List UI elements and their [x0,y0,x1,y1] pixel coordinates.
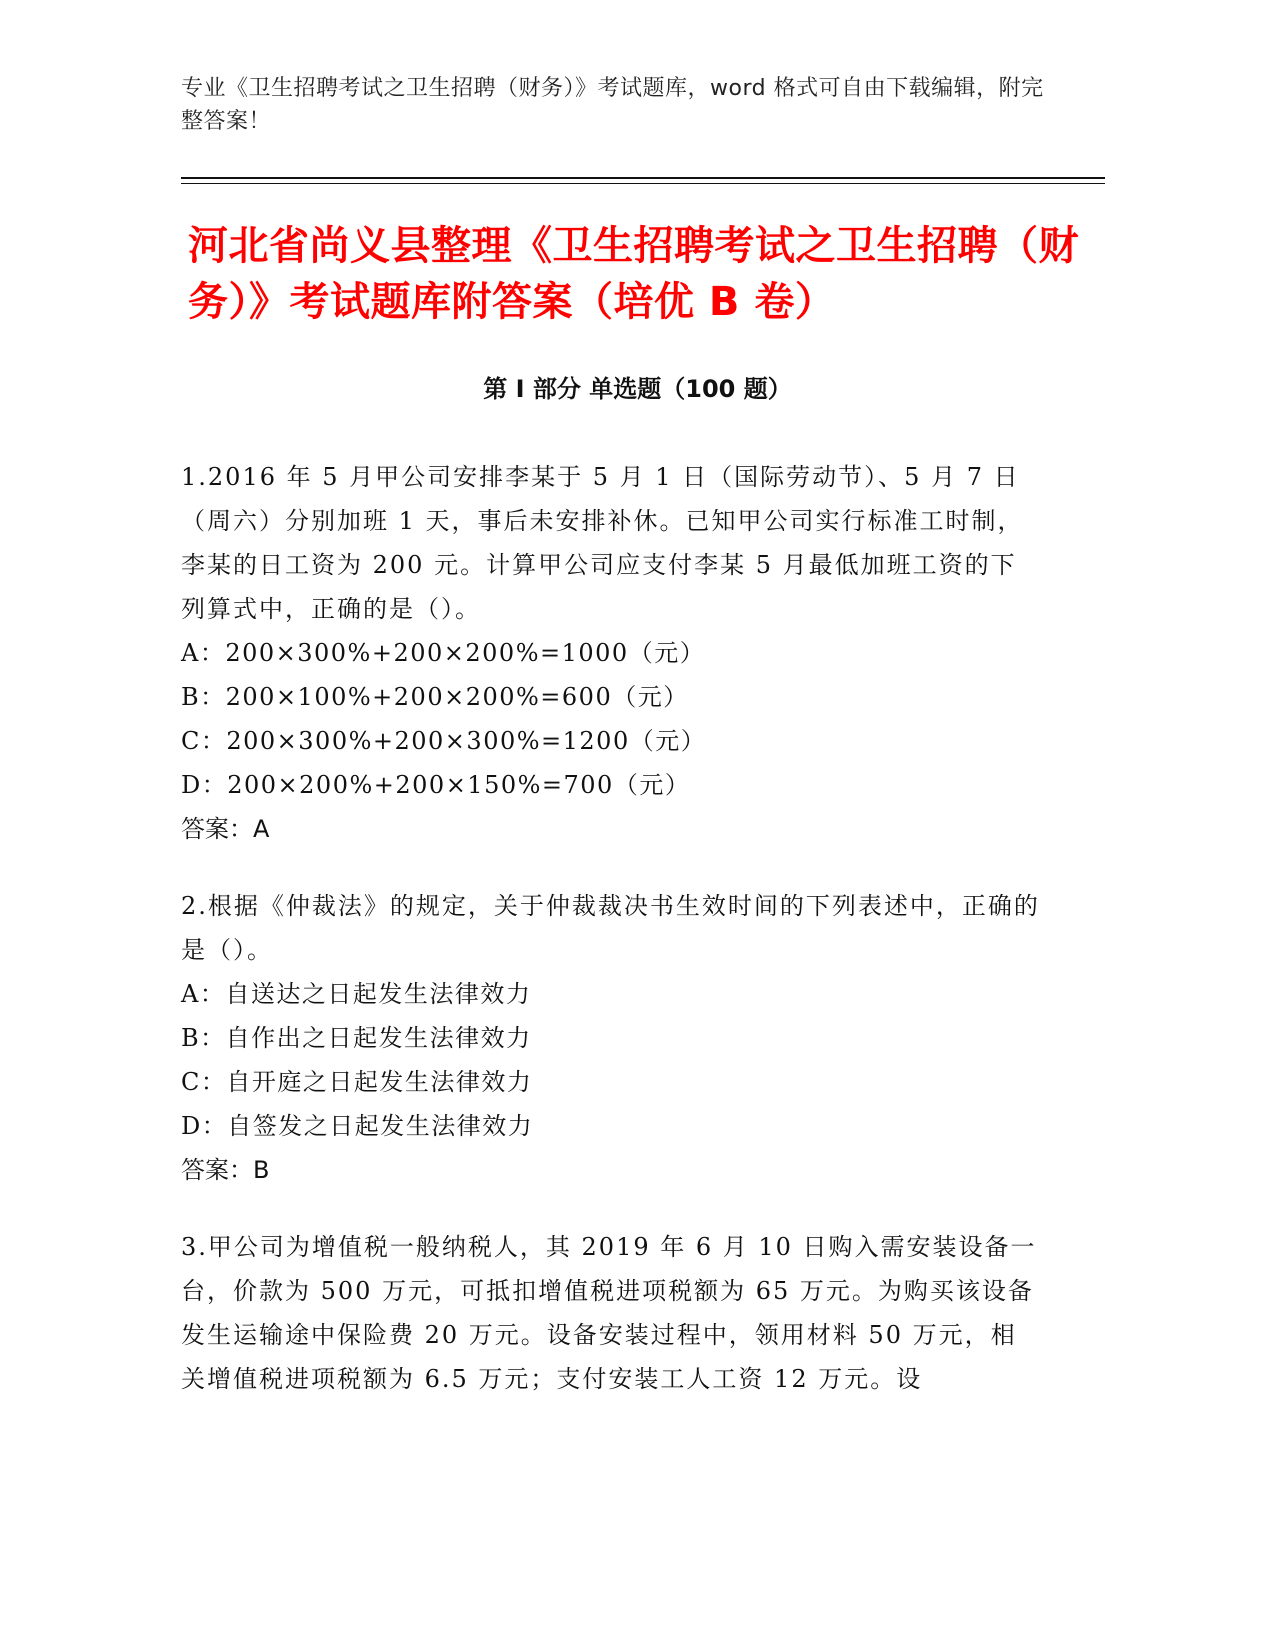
option-a: A：自送达之日起发生法律效力 [181,980,532,1008]
question-3 [181,1225,1041,1401]
option-b: B：自作出之日起发生法律效力 [181,1024,532,1052]
option-c: C：自开庭之日起发生法律效力 [181,1068,533,1096]
question-list [181,455,1041,1434]
option-d: D：自签发之日起发生法律效力 [181,1112,534,1140]
header-divider-thin [181,183,1105,184]
answer: 答案：B [181,1156,270,1184]
question-stem: 1.2016 年 5 月甲公司安排李某于 5 月 1 日（国际劳动节）、5 月 7 日（周六）分别加班 1 天，事后未安排补休。已知甲公司实行标准工时制，李某的日工资为 200 元。计算甲公司应支付李某 5 月最低加班工资的下列算式中，正确的是（）。 [181,463,1024,623]
header-note: 专业《卫生招聘考试之卫生招聘（财务）》考试题库，word 格式可自由下载编辑，附完整答案！ [181,76,1044,134]
document-title: 河北省尚义县整理《卫生招聘考试之卫生招聘（财务）》考试题库附答案（培优 B 卷） [188,223,1079,325]
option-a: A：200×300%+200×200%=1000（元） [181,639,706,667]
header-divider [181,177,1105,179]
question-stem: 3.甲公司为增值税一般纳税人，其 2019 年 6 月 10 日购入需安装设备一台，价款为 500 万元，可抵扣增值税进项税额为 65 万元。为购买该设备发生运输途中保险费 20 万元。设备安装过程中，领用材料 50 万元，相关增值税进项税额为 6.5 万元；支付安装工人工资 12 万元。设 [181,1233,1037,1393]
question-1 [181,455,1041,851]
answer: 答案：A [181,815,270,843]
section-heading: 第 I 部分 单选题（100 题） [483,375,792,403]
option-b: B：200×100%+200×200%=600（元） [181,683,689,711]
option-d: D：200×200%+200×150%=700（元） [181,771,691,799]
question-2 [181,884,1041,1192]
question-stem: 2.根据《仲裁法》的规定，关于仲裁裁决书生效时间的下列表述中，正确的是（）。 [181,892,1040,964]
option-c: C：200×300%+200×300%=1200（元） [181,727,707,755]
